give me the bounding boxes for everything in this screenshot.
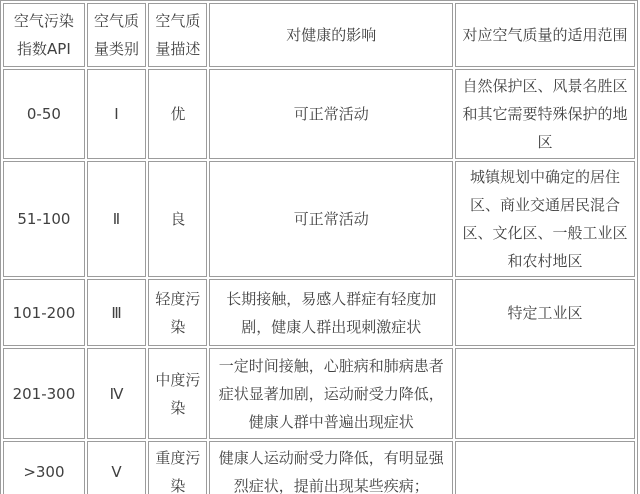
cell-health-effect: 可正常活动 bbox=[209, 161, 452, 277]
cell-api-range: 201-300 bbox=[3, 348, 85, 439]
cell-category: Ⅳ bbox=[87, 348, 146, 439]
cell-category: Ⅱ bbox=[87, 161, 146, 277]
cell-health-effect: 长期接触，易感人群症有轻度加剧，健康人群出现刺激症状 bbox=[209, 279, 452, 346]
cell-description: 良 bbox=[148, 161, 207, 277]
cell-applicable-scope: 特定工业区 bbox=[455, 279, 635, 346]
cell-api-range: 101-200 bbox=[3, 279, 85, 346]
cell-category: Ⅴ bbox=[87, 441, 146, 494]
cell-category: Ⅰ bbox=[87, 69, 146, 159]
cell-applicable-scope: 城镇规划中确定的居住区、商业交通居民混合区、文化区、一般工业区和农村地区 bbox=[455, 161, 635, 277]
header-quality-description: 空气质量描述 bbox=[148, 3, 207, 67]
cell-category: Ⅲ bbox=[87, 279, 146, 346]
cell-description: 轻度污染 bbox=[148, 279, 207, 346]
header-api-index: 空气污染指数API bbox=[3, 3, 85, 67]
cell-description: 优 bbox=[148, 69, 207, 159]
header-row bbox=[3, 3, 635, 67]
table-row bbox=[3, 279, 635, 346]
table-row bbox=[3, 161, 635, 277]
cell-description: 中度污染 bbox=[148, 348, 207, 439]
header-quality-category: 空气质量类别 bbox=[87, 3, 146, 67]
cell-applicable-scope bbox=[455, 348, 635, 439]
table-row bbox=[3, 441, 635, 494]
cell-health-effect: 健康人运动耐受力降低，有明显强烈症状，提前出现某些疾病； bbox=[209, 441, 452, 494]
cell-applicable-scope bbox=[455, 441, 635, 494]
cell-api-range: 0-50 bbox=[3, 69, 85, 159]
header-health-effects: 对健康的影响 bbox=[209, 3, 452, 67]
cell-api-range: >300 bbox=[3, 441, 85, 494]
table-row bbox=[3, 69, 635, 159]
table-row bbox=[3, 348, 635, 439]
cell-health-effect: 可正常活动 bbox=[209, 69, 452, 159]
cell-description: 重度污染 bbox=[148, 441, 207, 494]
cell-health-effect: 一定时间接触，心脏病和肺病患者症状显著加剧，运动耐受力降低，健康人群中普遍出现症状 bbox=[209, 348, 452, 439]
header-applicable-scope: 对应空气质量的适用范围 bbox=[455, 3, 635, 67]
cell-applicable-scope: 自然保护区、风景名胜区和其它需要特殊保护的地区 bbox=[455, 69, 635, 159]
cell-api-range: 51-100 bbox=[3, 161, 85, 277]
